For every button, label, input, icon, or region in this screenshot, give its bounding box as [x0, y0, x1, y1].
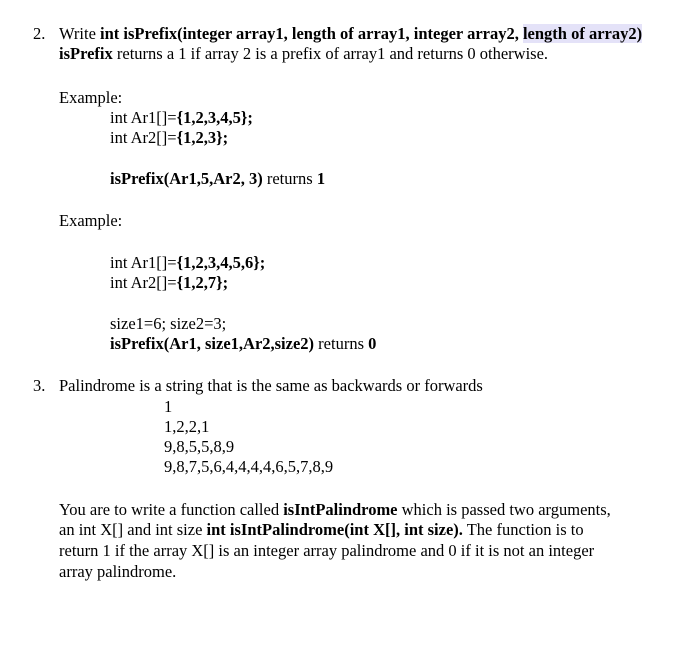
- q2-ex2-decl-ar1-type: int Ar1[]=: [110, 253, 177, 272]
- q3-sample-3: 9,8,5,5,8,9: [164, 437, 235, 456]
- q2-write-word: Write: [59, 24, 101, 43]
- q2-ex2-decl-ar1-value: {1,2,3,4,5,6};: [176, 253, 266, 272]
- q3-para-line-1-pre: You are to write a function called: [59, 500, 284, 519]
- q2-selected-text: length of array2): [522, 24, 643, 43]
- q2-ex1-returns: returns: [262, 169, 317, 188]
- q3-function-name: isIntPalindrome: [283, 500, 398, 519]
- q2-ex1-decl-ar2-type: int Ar2[]=: [110, 128, 177, 147]
- q2-signature-line: [59, 23, 642, 44]
- q2-ex1-decl-ar2: [110, 127, 228, 148]
- q3-para-line-2-post: The function is to: [462, 520, 584, 539]
- q2-function-name: isPrefix: [59, 44, 113, 63]
- q2-ex2-decl-ar2-type: int Ar2[]=: [110, 273, 177, 292]
- q2-example-label-1: Example:: [59, 88, 123, 107]
- q3-para-line-4: array palindrome.: [59, 562, 177, 581]
- q2-ex2-call-expr: isPrefix(Ar1, size1,Ar2,size2): [110, 334, 315, 353]
- q3-sample-2: 1,2,2,1: [164, 417, 210, 436]
- q2-description-line: [59, 43, 548, 64]
- q2-ex2-decl-ar1: [110, 252, 265, 273]
- q2-ex1-decl-ar1-type: int Ar1[]=: [110, 108, 177, 127]
- q3-para-line-2-pre: an int X[] and int size: [59, 520, 207, 539]
- q3-para-line-2: [59, 519, 584, 540]
- q3-para-line-1: [59, 499, 611, 520]
- q3-para-line-1-post: which is passed two arguments,: [397, 500, 611, 519]
- q3-para-line-3: return 1 if the array X[] is an integer array palindrome and 0 if it is not an integer: [59, 541, 595, 560]
- q2-ex2-returns: returns: [314, 334, 369, 353]
- q2-ex1-decl-ar1-value: {1,2,3,4,5};: [176, 108, 253, 127]
- q2-ex1-result: 1: [316, 169, 326, 188]
- q3-title: Palindrome is a string that is the same as backwards or forwards: [59, 376, 483, 395]
- q2-ex1-decl-ar1: [110, 107, 253, 128]
- question-3-number: 3.: [33, 376, 46, 395]
- q3-function-signature: int isIntPalindrome(int X[], int size).: [206, 520, 463, 539]
- q3-sample-4: 9,8,7,5,6,4,4,4,4,6,5,7,8,9: [164, 457, 334, 476]
- q2-description: returns a 1 if array 2 is a prefix of array1 and returns 0 otherwise.: [112, 44, 549, 63]
- q2-ex2-decl-ar2-value: {1,2,7};: [176, 273, 229, 292]
- q2-ex2-result: 0: [368, 334, 377, 353]
- question-2-number: 2.: [33, 24, 46, 43]
- q2-ex1-decl-ar2-value: {1,2,3};: [176, 128, 229, 147]
- q2-ex2-call: [110, 333, 376, 354]
- q2-ex1-call-expr: isPrefix(Ar1,5,Ar2, 3): [110, 169, 263, 188]
- q2-ex1-call: [110, 168, 325, 189]
- q2-signature: int isPrefix(integer array1, length of array1, integer array2,: [100, 24, 523, 43]
- q2-ex2-decl-ar2: [110, 272, 228, 293]
- q3-sample-1: 1: [164, 397, 173, 416]
- q2-ex2-sizes: size1=6; size2=3;: [110, 314, 227, 333]
- q2-example-label-2: Example:: [59, 211, 123, 230]
